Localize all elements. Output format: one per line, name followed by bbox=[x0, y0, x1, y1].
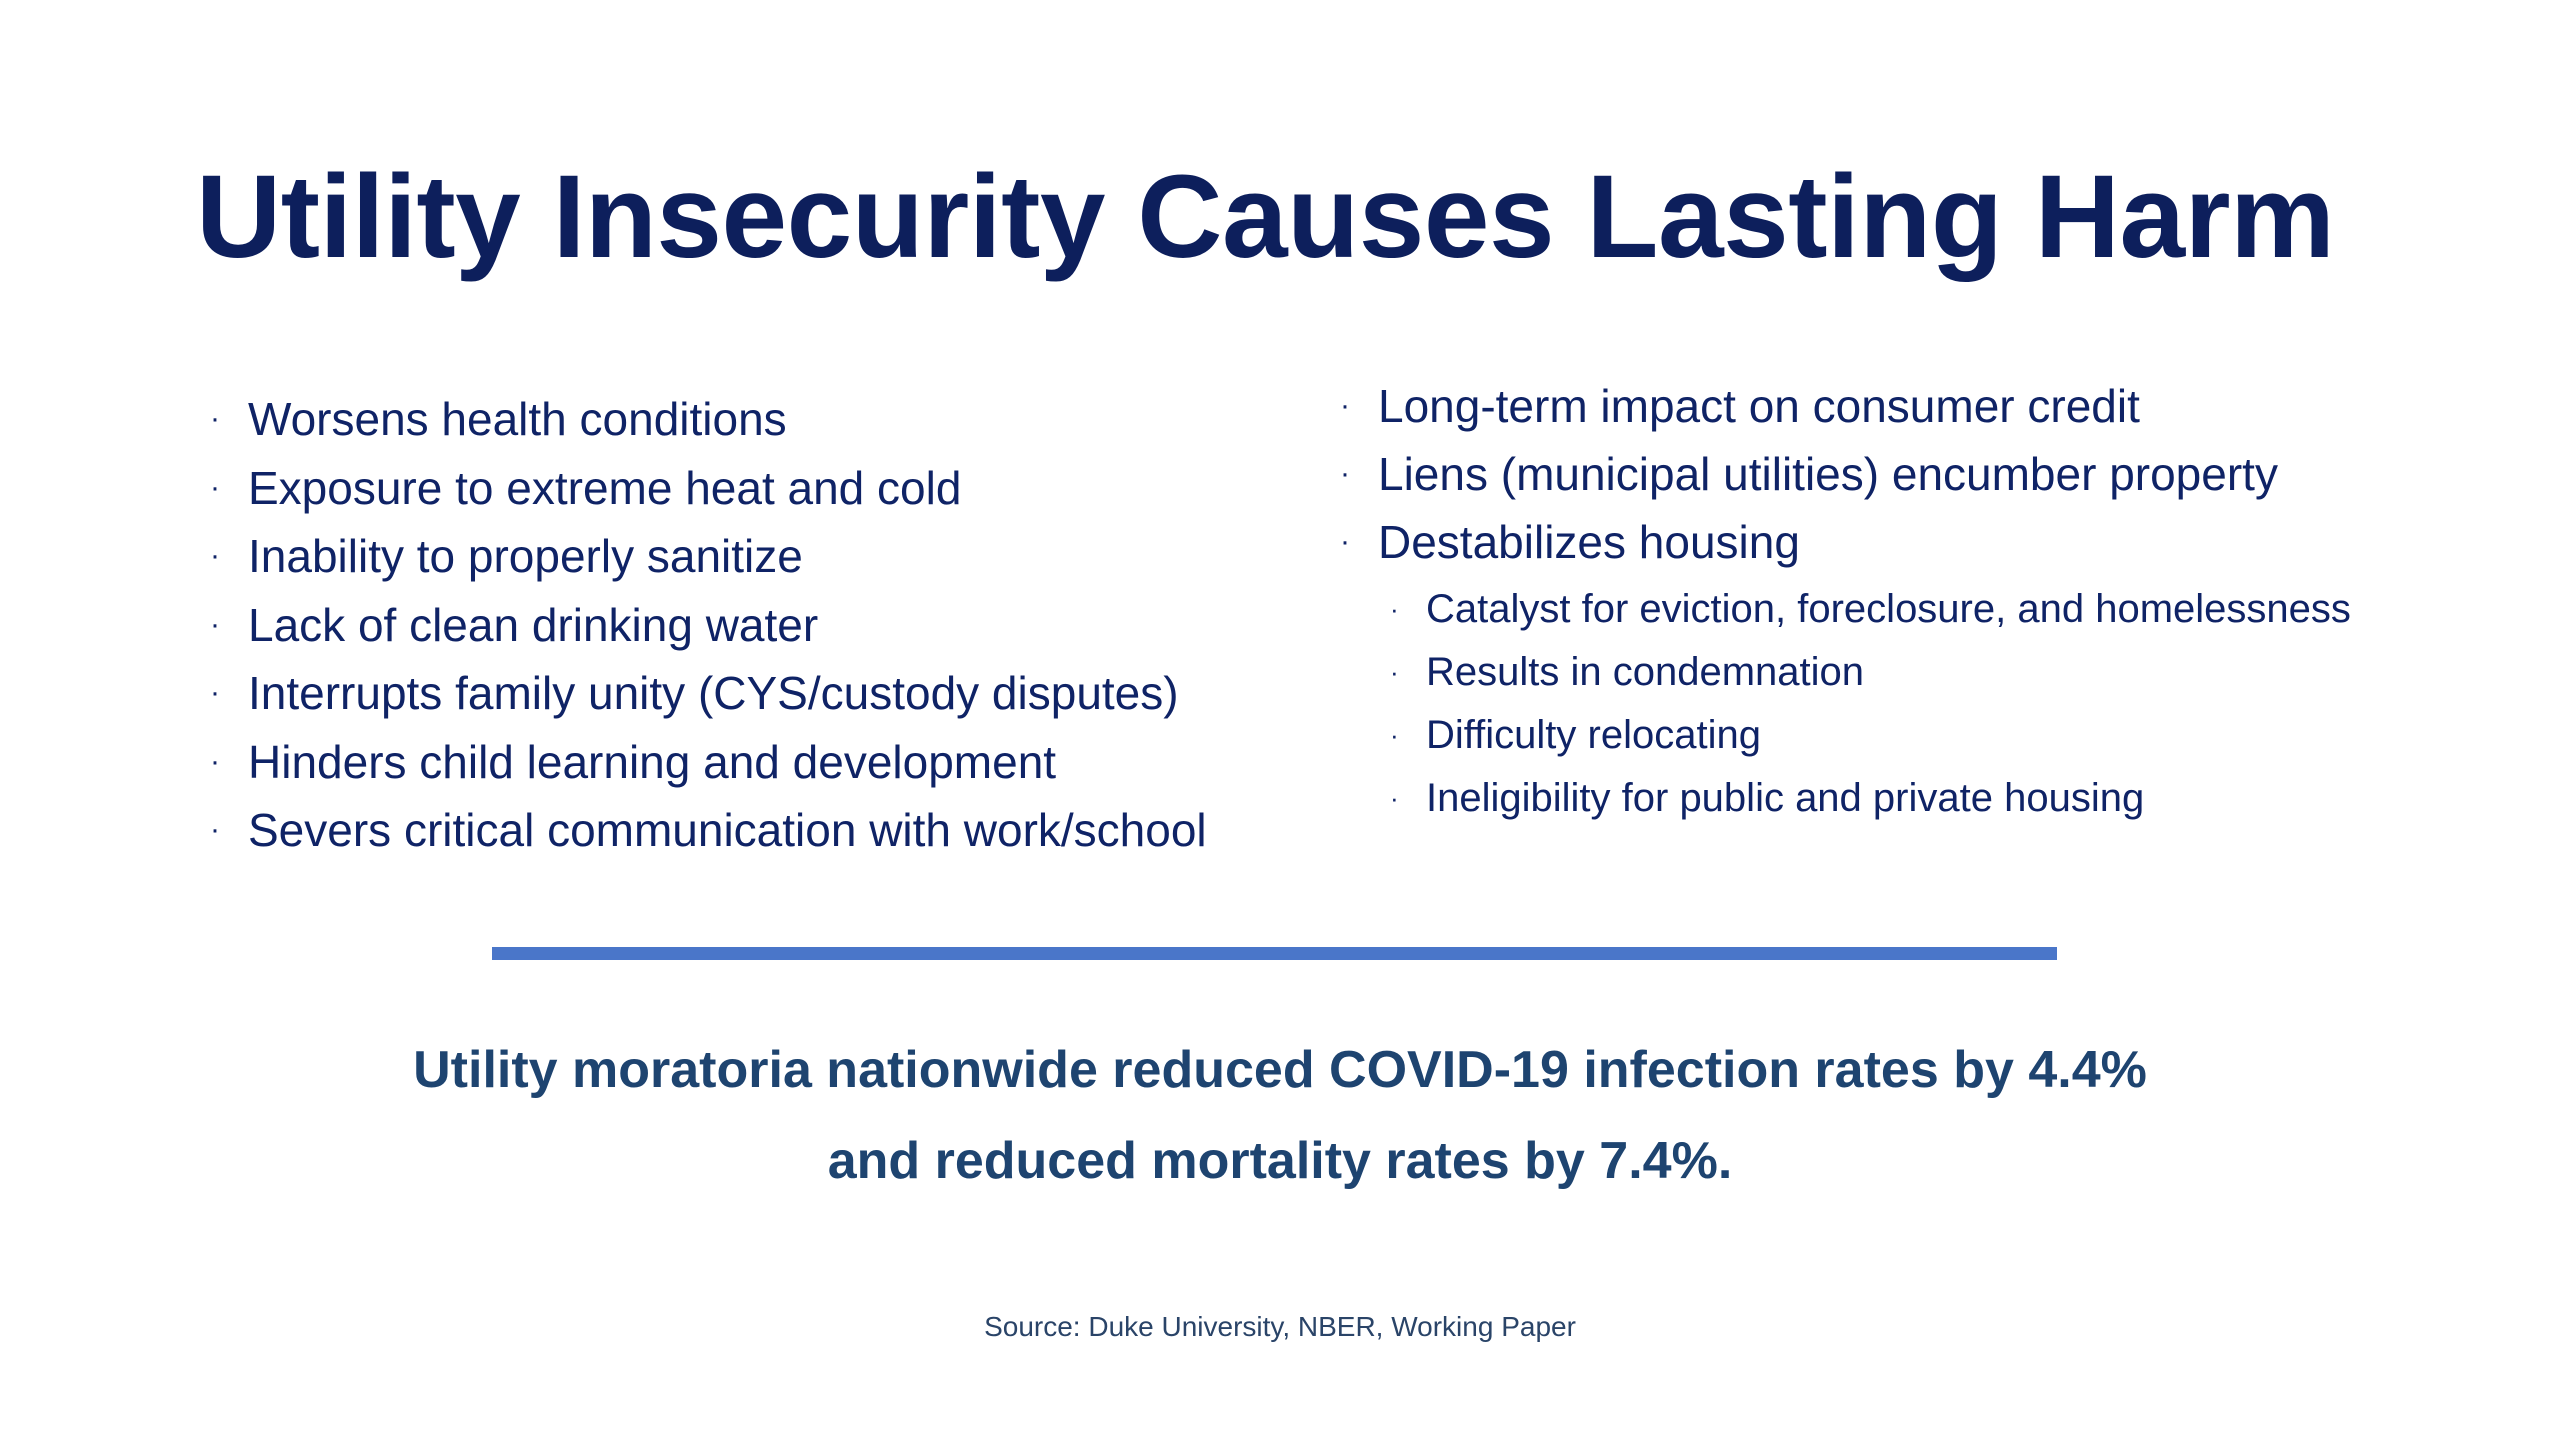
bullet-text: Lack of clean drinking water bbox=[248, 598, 819, 651]
left-bullet-list bbox=[210, 385, 1207, 865]
list-item bbox=[210, 385, 1207, 454]
bullet-dot-icon: · bbox=[210, 402, 220, 435]
list-item bbox=[210, 591, 1207, 660]
list-item bbox=[210, 522, 1207, 591]
bullet-dot-icon: · bbox=[1340, 525, 1350, 558]
bullet-dot-icon: · bbox=[1390, 657, 1399, 687]
bullet-dot-icon: · bbox=[210, 607, 220, 641]
list-item bbox=[1390, 641, 2351, 704]
bullet-text: Liens (municipal utilities) encumber property bbox=[1378, 448, 2278, 500]
housing-sub-bullet-list bbox=[1390, 578, 2351, 830]
bullet-text: Exposure to extreme heat and cold bbox=[248, 461, 962, 514]
list-item bbox=[1390, 767, 2351, 830]
list-item bbox=[210, 659, 1207, 728]
slide-title: Utility Insecurity Causes Lasting Harm bbox=[196, 151, 2335, 283]
list-item bbox=[1390, 578, 2351, 641]
sub-bullet-text: Results in condemnation bbox=[1426, 650, 1865, 694]
bullet-dot-icon: · bbox=[210, 813, 220, 846]
sub-bullet-text: Difficulty relocating bbox=[1426, 713, 1761, 757]
bullet-dot-icon: · bbox=[210, 744, 220, 778]
bullet-dot-icon: · bbox=[1390, 720, 1399, 750]
bullet-text: Worsens health conditions bbox=[248, 393, 787, 445]
source-citation: Source: Duke University, NBER, Working Paper bbox=[984, 1311, 1576, 1342]
list-item bbox=[210, 796, 1207, 865]
bullet-dot-icon: · bbox=[1390, 783, 1399, 813]
list-item bbox=[1340, 372, 2278, 440]
sub-bullet-text: Ineligibility for public and private housing bbox=[1426, 776, 2145, 820]
right-bullet-list bbox=[1340, 372, 2278, 576]
bullet-text: Interrupts family unity (CYS/custody disputes) bbox=[248, 667, 1179, 719]
bullet-text: Hinders child learning and development bbox=[248, 735, 1057, 788]
bullet-text: Inability to properly sanitize bbox=[248, 530, 803, 582]
bullet-dot-icon: · bbox=[210, 539, 220, 572]
list-item bbox=[210, 728, 1207, 797]
bullet-dot-icon: · bbox=[1340, 457, 1350, 490]
highlight-statement-line-1: Utility moratoria nationwide reduced COVID-19 infection rates by 4.4% bbox=[413, 1041, 2147, 1099]
list-item bbox=[210, 454, 1207, 523]
bullet-dot-icon: · bbox=[1340, 389, 1350, 422]
highlight-statement-line-2: and reduced mortality rates by 7.4%. bbox=[827, 1132, 1733, 1190]
sub-bullet-text: Catalyst for eviction, foreclosure, and homelessness bbox=[1426, 587, 2351, 631]
bullet-dot-icon: · bbox=[210, 470, 220, 504]
bullet-text: Severs critical communication with work/school bbox=[248, 804, 1207, 856]
list-item bbox=[1390, 704, 2351, 767]
list-item bbox=[1340, 440, 2278, 508]
list-item bbox=[1340, 508, 2278, 576]
bullet-text: Destabilizes housing bbox=[1378, 516, 1800, 568]
bullet-dot-icon: · bbox=[210, 676, 220, 709]
bullet-text: Long-term impact on consumer credit bbox=[1378, 380, 2140, 432]
bullet-dot-icon: · bbox=[1390, 594, 1399, 624]
divider-bar bbox=[492, 947, 2057, 960]
